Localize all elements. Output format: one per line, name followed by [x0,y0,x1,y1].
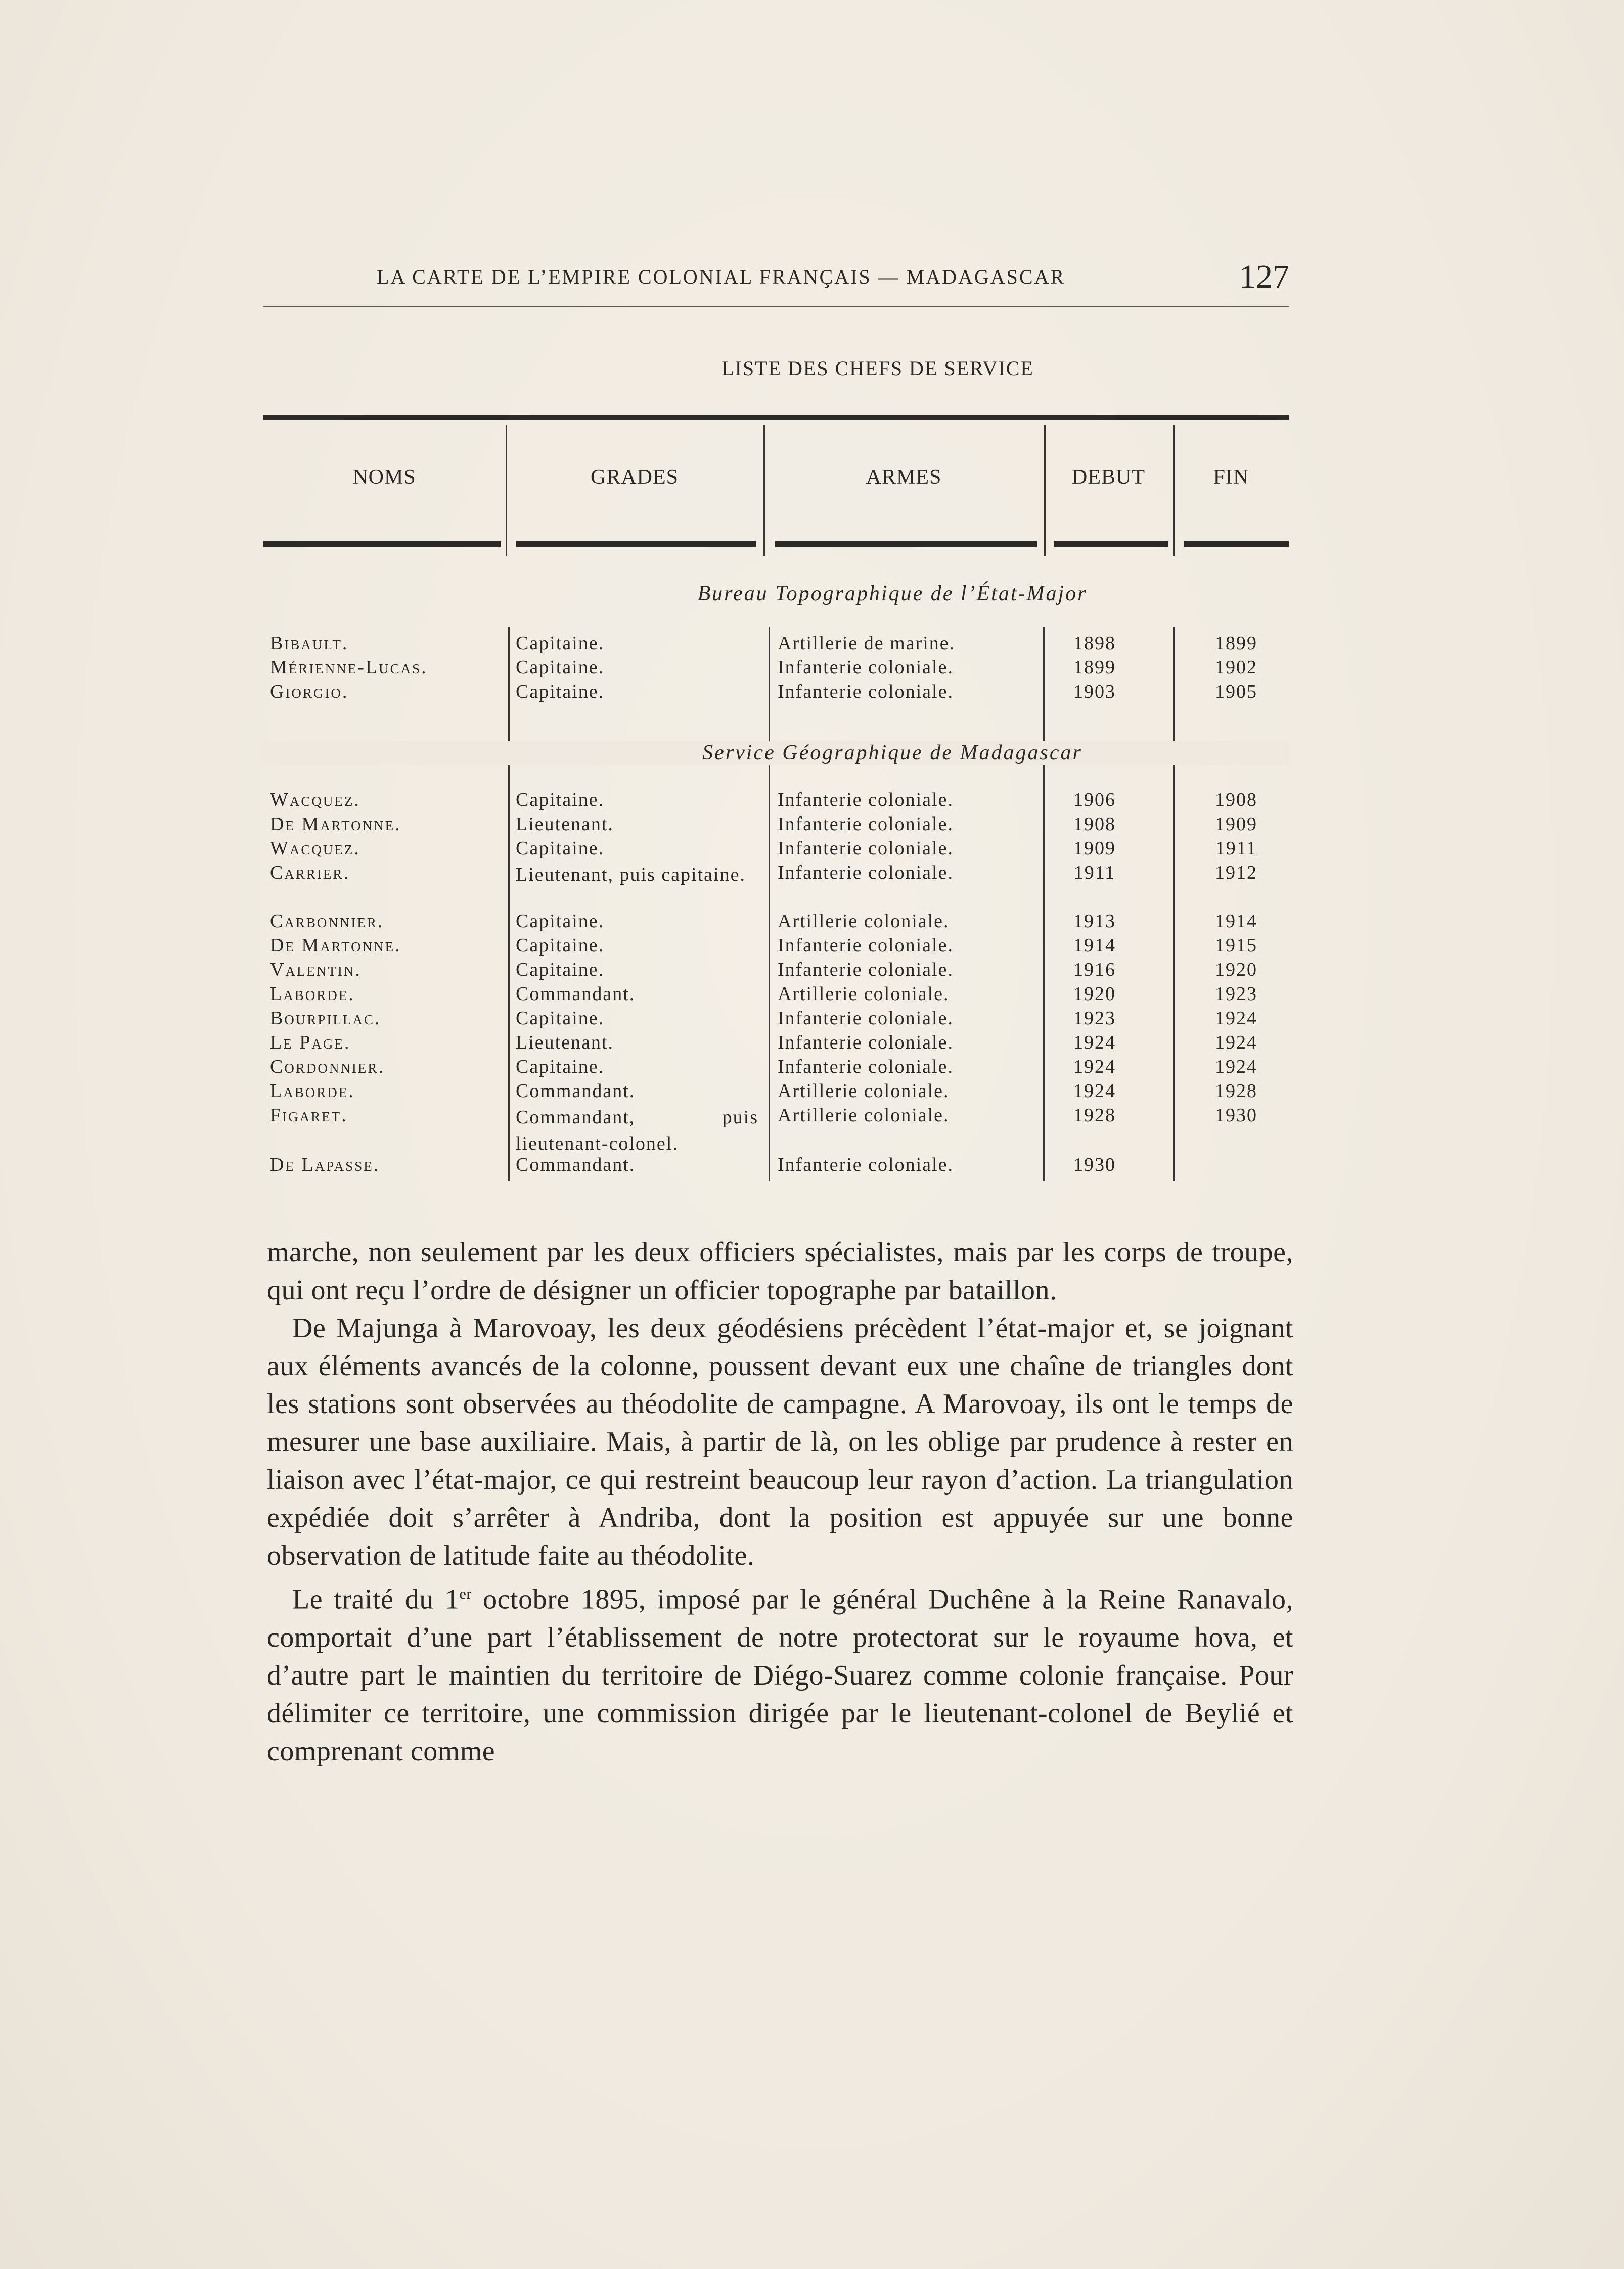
cell-grade: Capitaine. [516,911,605,932]
cell-debut: 1916 [1073,959,1116,980]
cell-grade: Capitaine. [516,632,605,654]
cell-arme: Infanterie coloniale. [778,1056,954,1077]
cell-debut: 1928 [1073,1105,1116,1126]
cell-debut: 1920 [1073,983,1116,1005]
cell-nom: Laborde. [270,1080,355,1102]
cell-grade: Capitaine. [516,1008,605,1029]
cell-arme: Infanterie coloniale. [778,681,954,702]
cell-nom: Wacquez. [270,789,360,810]
cell-debut: 1906 [1073,789,1116,810]
cell-arme: Infanterie coloniale. [778,789,954,810]
cell-debut: 1924 [1073,1056,1116,1077]
column-divider [1173,1127,1175,1181]
cell-arme: Infanterie coloniale. [778,838,954,859]
header-bottom-rule [263,541,501,547]
cell-fin: 1908 [1215,789,1257,810]
cell-fin: 1905 [1215,681,1257,702]
cell-debut: 1924 [1073,1080,1116,1102]
header-bottom-rule [516,541,756,547]
header-divider [506,425,507,556]
header-divider [1173,425,1175,556]
column-header-grades: GRADES [590,466,679,489]
paragraph-text: Le traité du 1 [292,1583,460,1615]
paragraph-text: octobre 1895, imposé par le général Duchêne à la Reine Ranavalo, comportait d’une part l’établissement de notre protectorat sur le royaume hova, et d’autre part le maintien du territoire de Diégo-Suarez comme colonie française. Pour délimiter ce territoire, une commission dirigée par le lieutenant-colonel de Beylié et comprenant comme [267,1583,1293,1767]
cell-debut: 1911 [1073,862,1116,883]
cell-arme: Artillerie coloniale. [778,1105,950,1126]
column-header-fin: FIN [1213,466,1249,489]
column-header-armes: ARMES [866,466,942,489]
cell-fin: 1923 [1215,983,1257,1005]
cell-debut: 1923 [1073,1008,1116,1029]
cell-nom: Figaret. [270,1105,348,1126]
cell-fin: 1915 [1215,935,1257,956]
cell-fin: 1909 [1215,813,1257,835]
page-number: 127 [1239,258,1289,295]
cell-nom: Cordonnier. [270,1056,385,1077]
cell-fin: 1920 [1215,959,1257,980]
cell-fin: 1924 [1215,1032,1257,1053]
cell-debut: 1898 [1073,632,1116,654]
header-rule [263,306,1289,307]
cell-nom: De Martonne. [270,935,401,956]
cell-arme: Infanterie coloniale. [778,1008,954,1029]
cell-fin: 1928 [1215,1080,1257,1102]
cell-nom: Mérienne-Lucas. [270,657,428,678]
cell-grade: Commandant, puis lieutenant-colonel. [516,1107,758,1154]
cell-grade: Commandant. [516,1080,636,1102]
cell-fin: 1902 [1215,657,1257,678]
cell-nom: Bibault. [270,632,349,654]
column-header-noms: NOMS [352,466,416,489]
cell-nom: De Martonne. [270,813,401,835]
cell-arme: Artillerie de marine. [778,632,956,654]
column-divider [769,627,770,1127]
cell-arme: Infanterie coloniale. [778,657,954,678]
paragraph [267,1575,1293,1771]
section-title: Service Géographique de Madagascar [263,741,1289,765]
cell-arme: Infanterie coloniale. [778,935,954,956]
cell-grade: Capitaine. [516,838,605,859]
paragraph: De Majunga à Marovoay, les deux géodésiens précèdent l’état-major et, se joignant aux éléments avancés de la colonne, poussent devant eux une chaîne de triangles dont les stations sont observées au théodolite de campagne. A Marovoay, ils ont le temps de mesurer une base auxiliaire. Mais, à partir de là, on les oblige par prudence à rester en liaison avec l’état-major, ce qui restreint beaucoup leur rayon d’action. La triangulation expédiée doit s’arrêter à Andriba, dont la position est appuyée sur une bonne observation de latitude faite au théodolite. [267,1312,1293,1571]
running-header [263,258,1289,298]
cell-nom: Laborde. [270,983,355,1005]
cell-debut: 1914 [1073,935,1116,956]
cell-grade: Commandant. [516,1154,636,1175]
header-divider [1044,425,1046,556]
column-divider [769,1127,770,1181]
header-divider [763,425,765,556]
cell-grade: Capitaine. [516,789,605,810]
cell-grade: Capitaine. [516,657,605,678]
cell-nom: Giorgio. [270,681,349,702]
cell-fin: 1914 [1215,911,1257,932]
cell-nom: De Lapasse. [270,1154,380,1175]
cell-debut: 1909 [1073,838,1116,859]
cell-nom: Carrier. [270,862,350,883]
superscript: er [459,1585,472,1602]
cell-grade: Capitaine. [516,681,605,702]
cell-debut: 1903 [1073,681,1116,702]
cell-nom: Carbonnier. [270,911,384,932]
cell-fin: 1924 [1215,1008,1257,1029]
cell-grade: Capitaine. [516,1056,605,1077]
cell-nom: Le Page. [270,1032,351,1053]
column-divider [508,1127,510,1181]
header-bottom-rule [1184,541,1289,547]
table-title: LISTE DES CHEFS DE SERVICE [721,357,1034,380]
cell-debut: 1913 [1073,911,1116,932]
cell-nom: Bourpillac. [270,1008,381,1029]
section-title: Bureau Topographique de l’État-Major [697,582,1088,605]
cell-grade: Capitaine. [516,935,605,956]
header-bottom-rule [1054,541,1168,547]
cell-nom: Valentin. [270,959,362,980]
cell-debut: 1899 [1073,657,1116,678]
column-header-debut: DEBUT [1072,466,1145,489]
cell-grade: Lieutenant, puis capitaine. [516,864,746,885]
table-top-rule [263,415,1289,420]
cell-fin: 1930 [1215,1105,1257,1126]
cell-arme: Infanterie coloniale. [778,959,954,980]
cell-grade: Lieutenant. [516,1032,614,1053]
cell-grade: Commandant. [516,983,636,1005]
cell-arme: Infanterie coloniale. [778,1154,954,1175]
cell-fin: 1912 [1215,862,1257,883]
cell-debut: 1924 [1073,1032,1116,1053]
cell-grade: Lieutenant. [516,813,614,835]
cell-debut: 1908 [1073,813,1116,835]
cell-arme: Infanterie coloniale. [778,862,954,883]
running-title: LA CARTE DE L’EMPIRE COLONIAL FRANÇAIS — MADAGASCAR [377,265,1066,288]
cell-fin: 1899 [1215,632,1257,654]
header-bottom-rule [775,541,1037,547]
column-divider [1173,627,1175,1127]
cell-fin: 1911 [1215,838,1257,859]
column-divider [1043,1127,1045,1181]
cell-grade: Capitaine. [516,959,605,980]
cell-nom: Wacquez. [270,838,360,859]
body-text [267,1234,1293,1771]
cell-arme: Artillerie coloniale. [778,1080,950,1102]
cell-arme: Infanterie coloniale. [778,813,954,835]
column-divider [508,627,510,1127]
cell-fin: 1924 [1215,1056,1257,1077]
cell-arme: Artillerie coloniale. [778,983,950,1005]
cell-debut: 1930 [1073,1154,1116,1175]
paragraph: marche, non seulement par les deux officiers spécialistes, mais par les corps de troupe, qui ont reçu l’ordre de désigner un officier topographe par bataillon. [267,1237,1293,1306]
cell-arme: Infanterie coloniale. [778,1032,954,1053]
cell-arme: Artillerie coloniale. [778,911,950,932]
